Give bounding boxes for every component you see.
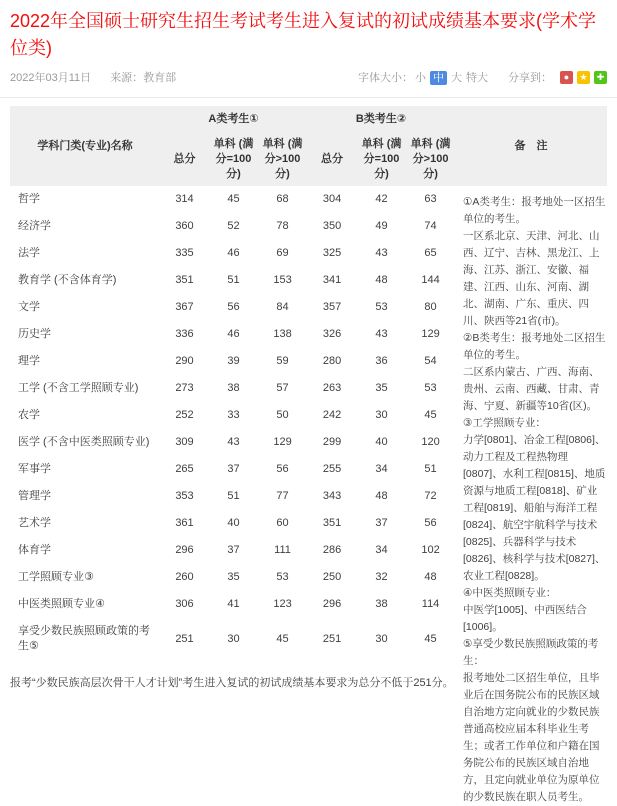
- row-discipline-name: 经济学: [18, 220, 51, 232]
- remark-paragraph: 报考地处二区招生单位，且毕业后在国务院公布的民族区域自治地方定向就业的少数民族普通高校应届本科毕业生考生；或者工作单位和户籍在国务院公布的民族区域自治地方，且定向就业单位为原单位的少数民族在职人员考生。: [463, 672, 600, 803]
- cell-b-total: 263: [322, 382, 342, 394]
- meta-right: [358, 69, 607, 85]
- cell-b-single-over-100: 120: [421, 436, 440, 448]
- cell-b-total: 296: [322, 598, 342, 610]
- footnote: 报考“少数民族高层次骨干人才计划”考生进入复试的初试成绩基本要求为总分不低于251分。: [10, 677, 454, 689]
- remark-paragraph: ④中医类照顾专业：: [463, 587, 557, 599]
- cell-a-total: 353: [175, 490, 194, 502]
- remark-paragraph: ②B类考生：报考地处二区招生单位的考生。: [463, 332, 606, 361]
- cell-b-single-over-100: 45: [424, 632, 437, 645]
- cell-b-single-over-100: 53: [424, 382, 437, 394]
- cell-a-total: 335: [175, 247, 194, 259]
- cell-a-single-100: 38: [227, 382, 240, 394]
- remark-paragraph: 力学[0801]、冶金工程[0806]、动力工程及工程热物理[0807]、水利工程[0815]、地质资源与地质工程[0818]、矿业工程[0819]、船舶与海洋工程[0824]、航空宇航科学与技术[0825]、兵器科学与技术[0826]、核科学与技术[0827]、农业工程[0828]。: [463, 434, 606, 582]
- table-row: [10, 483, 455, 510]
- cell-a-single-over-100: 50: [276, 409, 289, 421]
- cell-a-total: 336: [175, 328, 194, 340]
- cell-a-total: 314: [175, 193, 194, 205]
- table-row: [10, 321, 455, 348]
- share-icons: [556, 71, 607, 84]
- cell-b-total: 341: [322, 274, 342, 286]
- cell-a-single-over-100: 129: [273, 436, 292, 448]
- cell-b-total: 286: [322, 544, 342, 556]
- cell-b-single-100: 43: [375, 328, 388, 340]
- col-header-group-b: B类考生②: [307, 106, 455, 132]
- col-header-name: 学科门类(专业)名称: [10, 106, 160, 186]
- cell-b-single-over-100: 51: [424, 463, 437, 475]
- table-row: [10, 294, 455, 321]
- publish-date: 2022年03月11日: [10, 72, 92, 84]
- row-discipline-name: 医学 (不含中医类照顾专业): [18, 436, 150, 448]
- cell-a-single-100: 30: [227, 632, 240, 645]
- table-row: [10, 186, 455, 213]
- cell-a-total: 260: [175, 571, 194, 583]
- divider: [0, 97, 617, 98]
- cell-b-single-100: 36: [375, 355, 388, 367]
- cell-a-single-100: 52: [227, 220, 240, 232]
- table-row: [10, 456, 455, 483]
- table-row: [10, 213, 455, 240]
- row-discipline-name: 教育学 (不含体育学): [18, 274, 117, 286]
- cell-b-single-100: 42: [375, 193, 388, 205]
- cell-b-total: 343: [322, 490, 342, 502]
- cell-a-single-over-100: 77: [276, 490, 289, 502]
- row-discipline-name: 工学 (不含工学照顾专业): [18, 382, 139, 394]
- row-discipline-name: 法学: [18, 247, 40, 259]
- cell-a-single-over-100: 57: [276, 382, 289, 394]
- table-row: [10, 591, 455, 618]
- row-discipline-name: 理学: [18, 355, 40, 367]
- cell-b-total: 299: [322, 436, 342, 448]
- row-discipline-name: 体育学: [18, 544, 51, 556]
- cell-a-single-over-100: 60: [276, 517, 289, 529]
- cell-a-total: 361: [175, 517, 194, 529]
- cell-a-single-100: 46: [227, 247, 240, 259]
- cell-b-total: 351: [322, 517, 342, 529]
- row-discipline-name: 军事学: [18, 463, 51, 475]
- cell-b-single-100: 34: [375, 544, 388, 556]
- cell-a-total: 296: [175, 544, 194, 556]
- cell-a-single-100: 39: [227, 355, 240, 367]
- table-row: [10, 375, 455, 402]
- group-header-row: [10, 106, 455, 132]
- cell-b-single-100: 34: [375, 463, 388, 475]
- article-page: [0, 8, 617, 806]
- row-discipline-name: 历史学: [18, 328, 51, 340]
- cell-b-single-over-100: 114: [421, 598, 440, 610]
- cell-a-single-100: 33: [227, 409, 240, 421]
- cell-b-single-over-100: 56: [424, 517, 437, 529]
- cell-a-total: 306: [175, 598, 194, 610]
- cell-a-single-over-100: 138: [273, 328, 292, 340]
- col-header-b-single-100: 单科 (满分=100分): [357, 132, 406, 186]
- table-row: [10, 510, 455, 537]
- col-header-group-a: A类考生①: [160, 106, 307, 132]
- remark-paragraph: 中医学[1005]、中西医结合[1006]。: [463, 604, 587, 633]
- cell-b-total: 242: [322, 409, 342, 421]
- table-row: [10, 537, 455, 564]
- cell-a-single-over-100: 123: [273, 598, 292, 610]
- cell-b-total: 326: [322, 328, 342, 340]
- col-header-b-total: 总分: [307, 132, 357, 186]
- cell-b-single-over-100: 63: [424, 193, 437, 205]
- cell-a-single-over-100: 53: [276, 571, 289, 583]
- cell-a-single-over-100: 69: [276, 247, 289, 259]
- cell-b-total: 357: [322, 301, 342, 313]
- cell-b-single-100: 30: [375, 409, 388, 421]
- cell-b-single-100: 32: [375, 571, 388, 583]
- cell-b-single-100: 38: [375, 598, 388, 610]
- cell-a-single-100: 51: [227, 274, 240, 286]
- font-size-option-大[interactable]: 大: [451, 72, 462, 84]
- cell-a-single-100: 40: [227, 517, 240, 529]
- cell-a-total: 252: [175, 409, 194, 421]
- remark-column: [455, 106, 607, 806]
- cell-b-total: 280: [322, 355, 342, 367]
- cell-a-total: 367: [175, 301, 194, 313]
- remark-paragraph: ①A类考生：报考地处一区招生单位的考生。: [463, 196, 606, 225]
- cell-b-total: 251: [322, 632, 342, 645]
- cell-a-single-over-100: 111: [274, 544, 291, 556]
- row-discipline-name: 哲学: [18, 193, 40, 205]
- font-size-option-小[interactable]: 小: [415, 72, 426, 84]
- table-row: [10, 240, 455, 267]
- cell-a-total: 360: [175, 220, 194, 232]
- cell-a-single-100: 35: [227, 571, 240, 583]
- row-discipline-name: 管理学: [18, 490, 51, 502]
- cell-b-single-100: 30: [375, 632, 388, 645]
- remark-paragraph: 一区系北京、天津、河北、山西、辽宁、吉林、黑龙江、上海、江苏、浙江、安徽、福建、江西、山东、河南、湖北、湖南、广东、重庆、四川、陕西等21省(市)。: [463, 230, 600, 327]
- source-label: 来源：: [110, 72, 144, 84]
- font-size-label: 字体大小：: [358, 72, 413, 84]
- table-row: [10, 618, 455, 660]
- col-header-a-total: 总分: [160, 132, 209, 186]
- cell-a-single-over-100: 56: [276, 463, 289, 475]
- row-discipline-name: 享受少数民族照顾政策的考生⑤: [18, 625, 150, 652]
- row-discipline-name: 中医类照顾专业④: [18, 598, 105, 610]
- score-table-body: [10, 186, 455, 660]
- col-header-a-single-over-100: 单科 (满分>100分): [258, 132, 307, 186]
- remark-paragraph: ③工学照顾专业：: [463, 417, 546, 429]
- cell-b-single-over-100: 102: [421, 544, 440, 556]
- table-row: [10, 429, 455, 456]
- cell-a-total: 251: [175, 632, 194, 645]
- share-label: 分享到：: [508, 72, 552, 84]
- cell-a-single-over-100: 45: [276, 632, 289, 645]
- cell-a-single-100: 46: [227, 328, 240, 340]
- cell-b-total: 250: [322, 571, 342, 583]
- cell-a-single-100: 45: [227, 193, 240, 205]
- wechat-share-icon[interactable]: ✚: [594, 71, 607, 84]
- score-table: [10, 106, 455, 660]
- page-title: 2022年全国硕士研究生招生考试考生进入复试的初试成绩基本要求(学术学位类): [10, 11, 597, 58]
- table-row: [10, 402, 455, 429]
- row-discipline-name: 农学: [18, 409, 40, 421]
- cell-b-single-100: 53: [375, 301, 388, 313]
- cell-a-total: 273: [175, 382, 194, 394]
- row-discipline-name: 艺术学: [18, 517, 51, 529]
- score-requirements-table: [10, 106, 607, 806]
- cell-b-single-over-100: 45: [424, 409, 437, 421]
- font-size-option-特大[interactable]: 特大: [466, 72, 488, 84]
- cell-a-single-100: 37: [227, 463, 240, 475]
- col-header-remark: 备 注: [455, 106, 607, 186]
- meta-bar: [10, 69, 607, 85]
- cell-b-single-100: 40: [375, 436, 388, 448]
- font-size-options: [413, 69, 490, 85]
- cell-a-single-over-100: 68: [276, 193, 289, 205]
- weibo-share-icon[interactable]: ●: [560, 71, 573, 84]
- cell-a-single-over-100: 78: [276, 220, 289, 232]
- row-discipline-name: 文学: [18, 301, 40, 313]
- cell-a-single-over-100: 59: [276, 355, 289, 367]
- table-row: [10, 267, 455, 294]
- qzone-share-icon[interactable]: ★: [577, 71, 590, 84]
- cell-b-single-100: 43: [375, 247, 388, 259]
- table-left-part: [10, 106, 455, 691]
- cell-b-single-100: 48: [375, 490, 388, 502]
- cell-a-single-100: 56: [227, 301, 240, 313]
- table-row: [10, 348, 455, 375]
- source-value: 教育部: [143, 72, 177, 84]
- cell-a-total: 265: [175, 463, 194, 475]
- cell-a-single-100: 37: [227, 544, 240, 556]
- col-header-b-single-over-100: 单科 (满分>100分): [406, 132, 455, 186]
- cell-b-single-over-100: 54: [424, 355, 437, 367]
- remark-paragraph: ⑤享受少数民族照顾政策的考生：: [463, 638, 599, 667]
- remark-paragraph: 二区系内蒙古、广西、海南、贵州、云南、西藏、甘肃、青海、宁夏、新疆等10省(区)。: [463, 366, 600, 412]
- cell-b-single-100: 48: [375, 274, 388, 286]
- table-row: [10, 564, 455, 591]
- cell-a-total: 309: [175, 436, 194, 448]
- row-discipline-name: 工学照顾专业③: [18, 571, 94, 583]
- font-size-option-中[interactable]: 中: [430, 71, 447, 85]
- cell-a-single-100: 41: [227, 598, 240, 610]
- cell-b-single-over-100: 129: [421, 328, 440, 340]
- cell-b-total: 255: [322, 463, 342, 475]
- cell-b-single-over-100: 65: [424, 247, 437, 259]
- cell-b-single-over-100: 72: [424, 490, 437, 502]
- cell-b-total: 325: [322, 247, 342, 259]
- cell-b-single-over-100: 74: [424, 220, 437, 232]
- cell-a-single-100: 43: [227, 436, 240, 448]
- cell-a-total: 290: [175, 355, 194, 367]
- cell-b-single-100: 49: [375, 220, 388, 232]
- cell-b-single-over-100: 48: [424, 571, 437, 583]
- cell-a-total: 351: [175, 274, 194, 286]
- cell-b-total: 350: [322, 220, 342, 232]
- cell-a-single-100: 51: [227, 490, 240, 502]
- meta-left: [10, 69, 176, 85]
- cell-a-single-over-100: 153: [273, 274, 292, 286]
- cell-b-single-100: 35: [375, 382, 388, 394]
- col-header-a-single-100: 单科 (满分=100分): [209, 132, 258, 186]
- cell-b-total: 304: [322, 193, 342, 205]
- cell-a-single-over-100: 84: [276, 301, 289, 313]
- remark-body: [455, 186, 607, 806]
- cell-b-single-over-100: 80: [424, 301, 437, 313]
- cell-b-single-100: 37: [375, 517, 388, 529]
- cell-b-single-over-100: 144: [421, 274, 440, 286]
